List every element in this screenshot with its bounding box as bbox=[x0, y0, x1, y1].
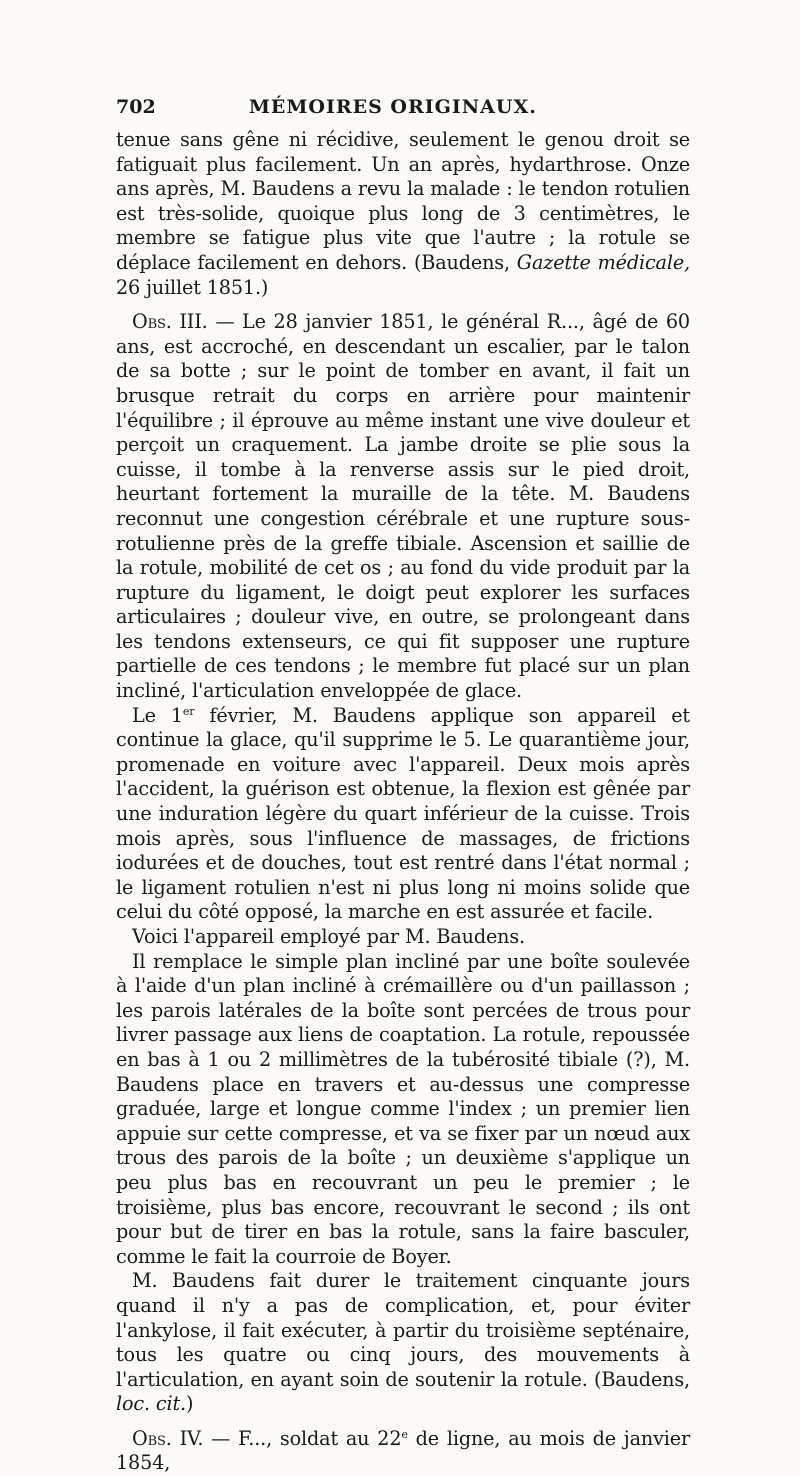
text-run: de ligne, au mois de janvier 1854, bbox=[116, 1426, 690, 1475]
text-run: M. Baudens fait durer le traitement cinquante jours quand il n'y a pas de complication, et, pour éviter l'ankylose, il fait exécuter, à partir du troisième septénaire, tous les quatre ou cinq jours, des mouvements à l'articulation, en ayant soin de soutenir la rotule. (Baudens, bbox=[116, 1269, 690, 1391]
citation: loc. cit. bbox=[116, 1392, 186, 1416]
paragraph bbox=[116, 1269, 690, 1417]
superscript: er bbox=[182, 704, 195, 718]
text-run: Le 1 bbox=[132, 703, 183, 727]
text-run: — Le 28 janvier 1851, le général R..., âgé de 60 ans, est accroché, en descendant un escalier, par le talon de sa botte ; sur le point de tomber en avant, il fait un brusque retrait du corps en arrière pour maintenir l'équilibre ; il éprouve au même instant une vive douleur et perçoit un craquement. La jambe droite se plie sous la cuisse, il tombe à la renverse assis sur le pied droit, heurtant fortement la muraille de la tête. M. Baudens reconnut une congestion cérébrale et une rupture sous-rotulienne près de la greffe tibiale. Ascension et saillie de la rotule, mobilité de cet os ; au fond du vide produit par la rupture du ligament, le doigt peut explorer les surfaces articulaires ; douleur vive, en outre, se prolongeant dans les tendons extenseurs, ce qui fit supposer une rupture partielle de ces tendons ; le membre fut placé sur un plan incliné, l'articulation enveloppée de glace. bbox=[116, 310, 690, 703]
observation-3 bbox=[116, 310, 690, 704]
observation-4 bbox=[116, 1427, 690, 1476]
paragraph-continuation bbox=[116, 128, 690, 300]
page-number: 702 bbox=[116, 96, 156, 118]
text-run: ) bbox=[185, 1392, 194, 1416]
text-run: 26 juillet 1851.) bbox=[116, 275, 269, 299]
text-run: — F..., soldat au 22 bbox=[203, 1426, 402, 1450]
observation-label: Obs. III. bbox=[132, 310, 208, 334]
observation-label: Obs. IV. bbox=[132, 1426, 204, 1450]
running-head bbox=[116, 92, 690, 122]
citation: Gazette médicale, bbox=[516, 250, 690, 274]
paragraph bbox=[116, 704, 690, 925]
paragraph: Voici l'appareil employé par M. Baudens. bbox=[132, 925, 526, 948]
superscript: e bbox=[401, 1427, 408, 1441]
text-run: février, M. Baudens applique son appareil et continue la glace, qu'il supprime le 5. Le quarantième jour, promenade en voiture avec l'appareil. Deux mois après l'accident, la guérison est obtenue, la flexion est gênée par une induration légère du quart inférieur de la cuisse. Trois mois après, sous l'influence de massages, de frictions iodurées et de douches, tout est rentré dans l'état normal ; le ligament rotulien n'est ni plus long ni moins solide que celui du côté opposé, la marche en est assurée et facile. bbox=[116, 703, 690, 924]
text-run: tenue sans gêne ni récidive, seulement le genou droit se fatiguait plus facilement. Un an après, hydarthrose. Onze ans après, M. Baudens a revu la malade : le tendon rotulien est très-solide, quoique plus long de 3 centimètres, le membre se fatigue plus vite que l'autre ; la rotule se déplace facilement en dehors. (Baudens, bbox=[116, 128, 690, 274]
body-text bbox=[116, 128, 690, 1476]
running-title: MÉMOIRES ORIGINAUX. bbox=[248, 96, 537, 118]
paragraph: Il remplace le simple plan incliné par une boîte soulevée à l'aide d'un plan incliné à crémaillère ou d'un paillasson ; les parois latérales de la boîte sont percées de trous pour livrer passage aux liens de coaptation. La rotule, repoussée en bas à 1 ou 2 millimètres de la tubérosité tibiale (?), M. Baudens place en travers et au-dessus une compresse graduée, large et longue comme l'index ; un premier lien appuie sur cette compresse, et va se fixer par un nœud aux trous des parois de la boîte ; un deuxième s'applique un peu plus bas en recouvrant un peu le premier ; le troisième, plus bas encore, recouvrant le second ; ils ont pour but de tirer en bas la rotule, sans la faire basculer, comme le fait la courroie de Boyer. bbox=[116, 949, 690, 1268]
